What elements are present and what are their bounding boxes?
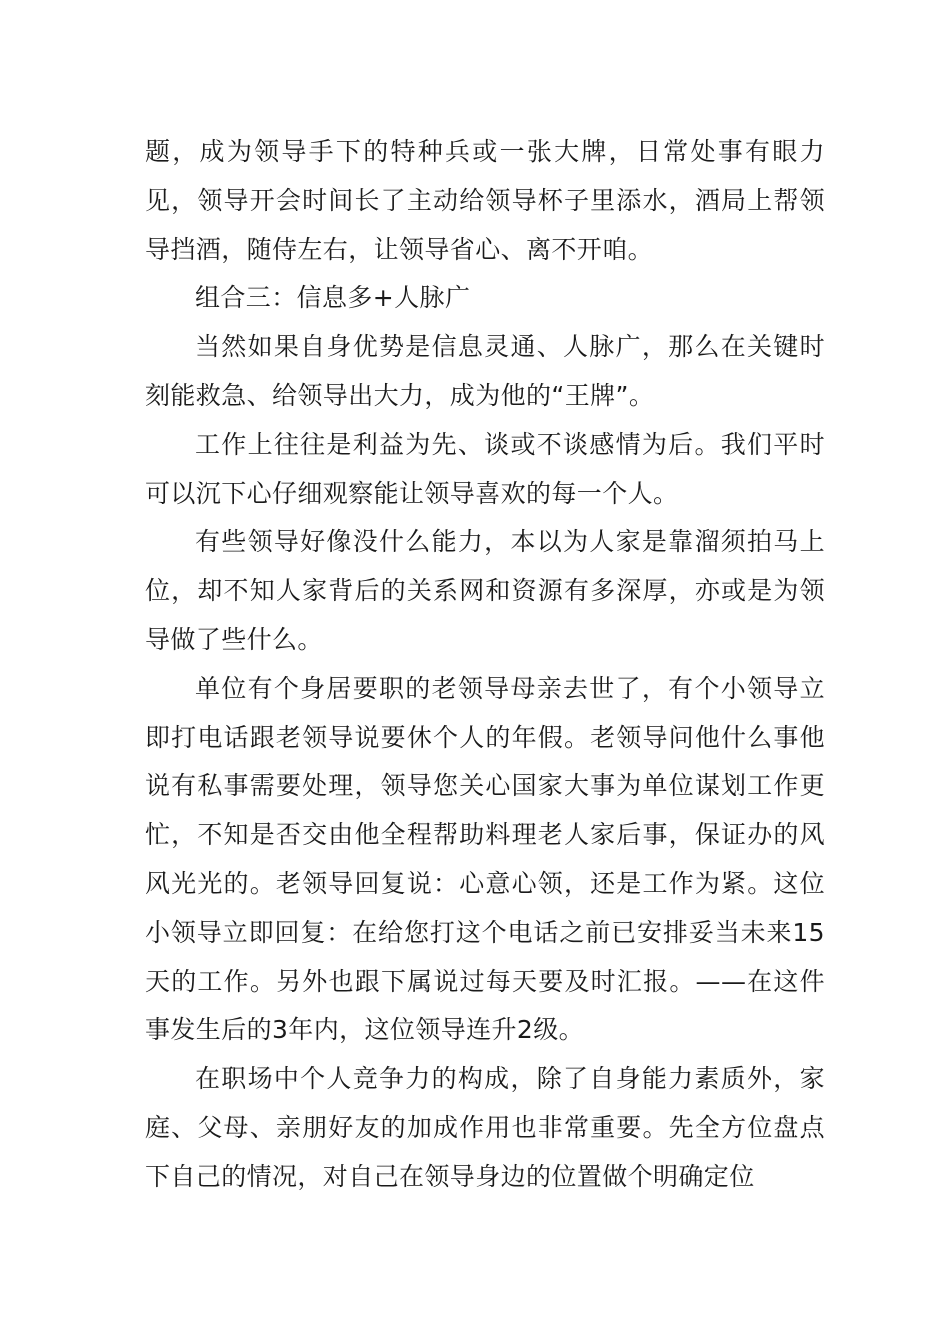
paragraph: 当然如果自身优势是信息灵通、人脉广，那么在关键时刻能救急、给领导出大力，成为他的“王牌”。 bbox=[145, 332, 825, 410]
section-heading: 组合三：信息多+人脉广 bbox=[195, 283, 471, 313]
paragraph: 有些领导好像没什么能力，本以为人家是靠溜须拍马上位，却不知人家背后的关系网和资源有多深厚，亦或是为领导做了些什么。 bbox=[145, 527, 825, 654]
paragraph: 单位有个身居要职的老领导母亲去世了，有个小领导立即打电话跟老领导说要休个人的年假。老领导问他什么事他说有私事需要处理，领导您关心国家大事为单位谋划工作更忙，不知是否交由他全程帮助料理老人家后事，保证办的风风光光的。老领导回复说：心意心领，还是工作为紧。这位小领导立即回复：在给您打这个电话之前已安排妥当未来15天的工作。另外也跟下属说过每天要及时汇报。——在这件事发生后的3年内，这位领导连升2级。 bbox=[145, 673, 825, 1045]
document-body bbox=[145, 128, 825, 1202]
paragraph: 工作上往往是利益为先、谈或不谈感情为后。我们平时可以沉下心仔细观察能让领导喜欢的每一个人。 bbox=[145, 429, 825, 508]
paragraph-continued: 题，成为领导手下的特种兵或一张大牌，日常处事有眼力见，领导开会时间长了主动给领导杯子里添水，酒局上帮领导挡酒，随侍左右，让领导省心、离不开咱。 bbox=[145, 137, 825, 264]
paragraph: 在职场中个人竞争力的构成，除了自身能力素质外，家庭、父母、亲朋好友的加成作用也非常重要。先全方位盘点下自己的情况，对自己在领导身边的位置做个明确定位 bbox=[145, 1064, 825, 1191]
